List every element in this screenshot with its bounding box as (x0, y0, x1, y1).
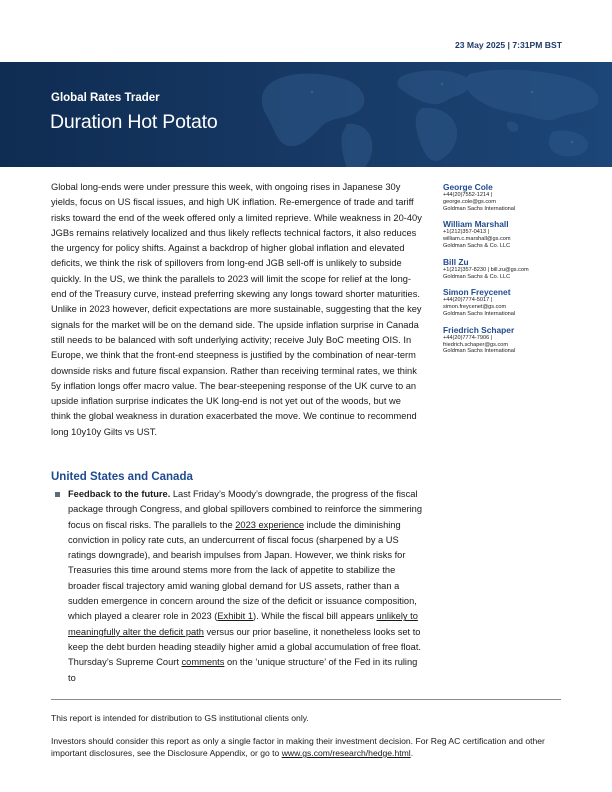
author-card (443, 182, 583, 212)
link-exhibit-1[interactable]: Exhibit 1 (217, 611, 254, 622)
author-email[interactable]: william.c.marshall@gs.com (443, 236, 511, 243)
author-phone: +44(20)7552-1214 | (443, 192, 493, 198)
author-firm: Goldman Sachs International (443, 348, 516, 355)
world-map-graphic (252, 62, 612, 167)
author-name[interactable]: William Marshall (443, 219, 509, 230)
disclosure-notice (51, 735, 561, 759)
author-firm: Goldman Sachs International (443, 310, 516, 317)
bullet-text-part: on the ‘unique structure’ of the Fed in its ruling to (68, 657, 418, 683)
bullet-text-part: ). While the fiscal bill appears (253, 611, 377, 622)
author-card (443, 257, 583, 281)
author-card (443, 219, 583, 249)
author-card (443, 287, 583, 317)
author-name[interactable]: Friedrich Schaper (443, 324, 515, 335)
author-name[interactable]: Simon Freycenet (443, 287, 511, 298)
link-deficit-path[interactable]: unlikely to meaningfully alter the deficit path (68, 611, 418, 637)
author-phone: +1(212)357-0413 | (443, 229, 490, 236)
author-firm: Goldman Sachs International (443, 205, 516, 212)
author-phone: +44(20)7774-5017 | (443, 297, 493, 304)
disclosure-end: . (410, 748, 414, 758)
author-name[interactable]: Bill Zu (443, 256, 469, 267)
bullet-text-part: include the diminishing conviction in policy rate cuts, an undercurrent of fiscal focus (sharpened by a US ratings downgrade), and bearish impulses from Japan. However, we think risks for Treasuries this time around stems more from the lack of appetite to stabilize the broader fiscal trajectory amid waning global demand for US assets, rather than a sudden emergence in concern around the size of the deficit or issuance composition, which played a clearer role in 2023 ( (68, 519, 417, 622)
author-name[interactable]: George Cole (443, 182, 493, 192)
series-name: Global Rates Trader (51, 92, 160, 104)
publication-date: 23 May 2025 | 7:31PM BST (454, 40, 562, 50)
bullet-paragraph (68, 487, 425, 686)
bullet-text-part: Last Friday’s Moody’s downgrade, the progress of the fiscal package through Congress, and global spillovers combined to reinforce the simmering focus on fiscal risks. The parallels to the (68, 489, 422, 530)
bullet-lead: Feedback to the future. (68, 489, 171, 499)
author-email[interactable]: simon.freycenet@gs.com (443, 304, 507, 311)
author-firm: Goldman Sachs & Co. LLC (443, 242, 511, 249)
distribution-notice: This report is intended for distribution to GS institutional clients only. (51, 713, 309, 723)
intro-paragraph: Global long-ends were under pressure this week, with ongoing rises in Japanese 30y yields, focus on US fiscal issues, and high UK inflation. Re-emergence of trade and tariff risks toward the end of the week offered only a limited reprieve. While weakness in 20-40y JGBs remains relatively localized and thus likely reflects technical factors, it also reduces the urgency for policy shifts. Against a backdrop of higher global inflation and elevated deficits, we think the risk of spillovers from long-end JGB sell-off is unlikely to subside quickly. In the US, we think the parallels to 2023 will limit the scope for relief at the long-end of the Treasury curve, instead preferring skewing any longs toward shorter maturities. Unlike in 2023 however, deficit expectations are more sustainable, suggesting that the key signals for the market will be on the demand side. The upside inflation surprise in Canada still needs to be balanced with soft underlying activity; receive July BoC meeting OIS. In Europe, we think that the front-end steepness is justified by the combination of near-term downside risks and future fiscal expansion. Rather than receiving terminal rates, we think 5y inflation longs offer macro value. The bear-steepening response of the UK curve to an upside inflation surprise indicates the UK long-end is not yet out of the woods, but we think the global weakness in duration exacerbated the move. We continue to recommend long 10y10y Gilts vs UST. (51, 182, 422, 437)
author-phone[interactable]: +1(212)357-8230 | bill.zu@gs.com (443, 266, 529, 273)
footer-divider (51, 699, 561, 700)
disclosure-link[interactable]: www.gs.com/research/hedge.html (281, 748, 411, 758)
bullet-square-icon (55, 492, 60, 497)
author-phone: +44(20)7774-7906 | (443, 334, 493, 341)
author-card (443, 325, 583, 355)
disclosure-text: Investors should consider this report as only a single factor in making their investment decision. For Reg AC certification and other important disclosures, see the Disclosure Appendix, or go to (51, 736, 545, 758)
link-comments[interactable]: comments (181, 657, 225, 668)
report-title: Duration Hot Potato (50, 111, 218, 133)
bullet-text-part: versus our prior baseline, it nonetheless looks set to keep the debt burden heading steadily higher amid a global accumulation of free float. Thursday’s Supreme Court (68, 626, 422, 668)
author-email[interactable]: george.cole@gs.com (443, 198, 496, 205)
author-list (443, 182, 583, 362)
author-firm: Goldman Sachs & Co. LLC (443, 273, 511, 280)
section-heading: United States and Canada (51, 471, 193, 483)
author-email[interactable]: friedrich.schaper@gs.com (443, 341, 509, 348)
link-2023-experience[interactable]: 2023 experience (235, 519, 304, 530)
